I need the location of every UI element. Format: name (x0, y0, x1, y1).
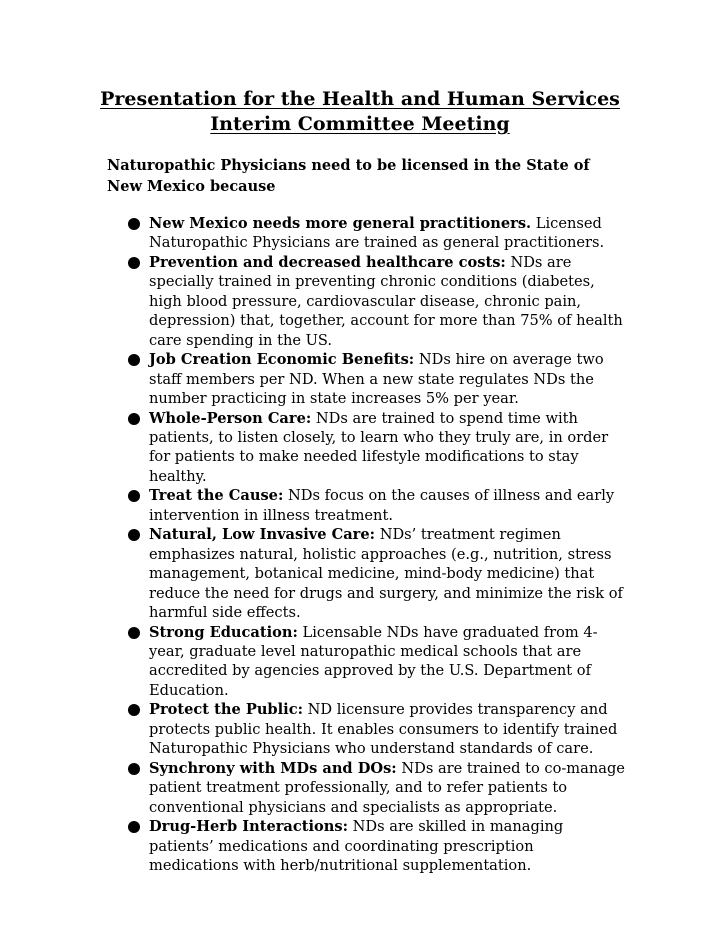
bullet-icon (128, 413, 140, 425)
page-title-line-1: Presentation for the Health and Human Services (100, 88, 620, 110)
intro-statement: Naturopathic Physicians need to be licensed in the State of New Mexico because (107, 157, 590, 195)
list-item (126, 409, 626, 487)
item-heading: Drug-Herb Interactions: (149, 818, 348, 836)
item-text: Licensed Naturopathic Physicians are trained as general practitioners. (149, 215, 605, 252)
item-heading: Treat the Cause: (149, 487, 284, 505)
list-item (126, 623, 626, 701)
item-text: ND licensure provides transparency and protects public health. It enables consumers to identify trained Naturopathic Physicians who understand standards of care. (149, 701, 618, 758)
list-item (126, 525, 626, 622)
item-text: NDs are trained to co-manage patient treatment professionally, and to refer patients to conventional physicians and specialists as appropriate. (149, 759, 625, 816)
item-heading: Whole-Person Care: (149, 409, 312, 427)
item-text: NDs are trained to spend time with patients, to listen closely, to learn who they truly are, in order for patients to make needed lifestyle modifications to stay healthy. (149, 409, 609, 485)
item-heading: Natural, Low Invasive Care: (149, 526, 376, 544)
bullet-icon (128, 257, 140, 269)
list-item (126, 759, 626, 817)
bullet-icon (128, 704, 140, 716)
item-heading: Synchrony with MDs and DOs: (149, 759, 397, 777)
list-item (126, 253, 626, 350)
item-heading: Job Creation Economic Benefits: (149, 351, 415, 369)
item-heading: Prevention and decreased healthcare costs: (149, 253, 506, 271)
item-heading: Strong Education: (149, 623, 298, 641)
item-text: Licensable NDs have graduated from 4-year, graduate level naturopathic medical schools that are accredited by agencies approved by the U.S. Department of Education. (149, 623, 598, 699)
item-text: NDs focus on the causes of illness and early intervention in illness treatment. (149, 487, 615, 524)
list-item (126, 214, 626, 253)
bullet-icon (128, 354, 140, 366)
bullet-icon (128, 529, 140, 541)
item-text: NDs hire on average two staff members per ND. When a new state regulates NDs the number practicing in state increases 5% per year. (149, 351, 604, 408)
list-item (126, 486, 626, 525)
item-heading: New Mexico needs more general practitioners. (149, 215, 532, 232)
bullet-icon (128, 821, 140, 833)
item-text: NDs’ treatment regimen emphasizes natural, holistic approaches (e.g., nutrition, stress management, botanical medicine, mind-body medicine) that reduce the need for drugs and surgery, and minimize the risk of harmful side effects. (149, 526, 623, 622)
reasons-list (126, 214, 626, 875)
bullet-icon (128, 763, 140, 775)
item-heading: Protect the Public: (149, 701, 303, 719)
list-item (126, 700, 626, 758)
item-text: NDs are specially trained in preventing chronic conditions (diabetes, high blood pressure, cardiovascular disease, chronic pain, depression) that, together, account for more than 75% of health care spending in the US. (149, 253, 623, 349)
item-text: NDs are skilled in managing patients’ medications and coordinating prescription medications with herb/nutritional supplementation. (149, 818, 564, 874)
page-title-line-2: Interim Committee Meeting (210, 113, 510, 135)
bullet-icon (128, 218, 140, 230)
bullet-icon (128, 627, 140, 639)
list-item (126, 817, 626, 875)
bullet-icon (128, 490, 140, 502)
list-item (126, 350, 626, 408)
